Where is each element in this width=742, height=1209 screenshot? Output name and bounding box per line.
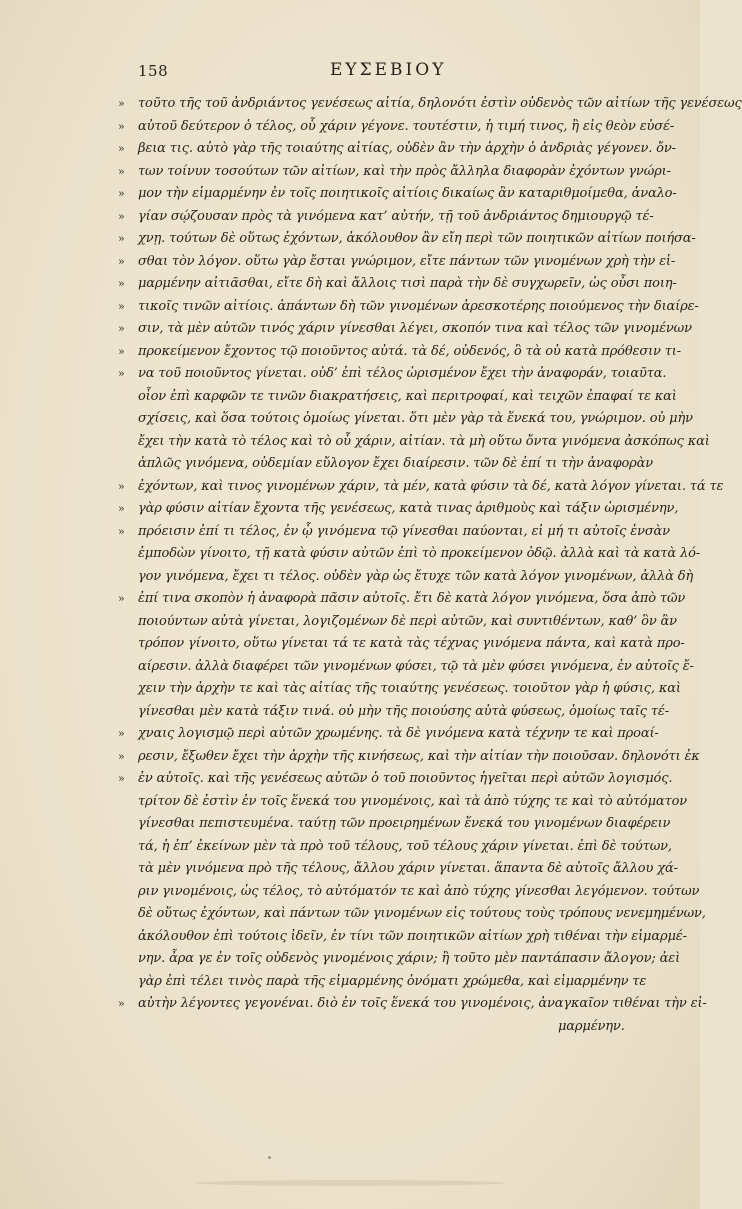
text-line <box>118 926 687 949</box>
text-line <box>118 341 682 364</box>
text-line <box>118 723 659 746</box>
text-line <box>118 318 692 341</box>
quotation-mark: » <box>118 187 125 200</box>
text-line <box>118 588 686 611</box>
quotation-mark: » <box>118 299 125 313</box>
text-line <box>118 476 724 499</box>
quotation-mark: » <box>118 524 125 538</box>
text-line <box>118 656 694 679</box>
quotation-mark: » <box>118 344 125 358</box>
line-text: ἐχόντων, καὶ τινος γινομένων χάριν, τὰ μέν, κατὰ φύσιν τὰ δέ, κατὰ λόγον γίνεται. τά τε <box>138 478 724 494</box>
line-text: τοῦτο τῆς τοῦ ἀνδριάντος γενέσεως αἰτία, δηλονότι ἐστὶν οὐδενὸς τῶν αἰτίων τῆς γενέσεως <box>138 96 742 111</box>
quotation-mark: » <box>118 367 125 380</box>
quotation-mark: » <box>118 254 125 268</box>
text-line <box>118 948 681 971</box>
line-text: γίνεσθαι μὲν κατὰ τάξιν τινά. οὐ μὴν τῆς ποιούσης αὐτὰ φύσεως, ὁμοίως ταῖς τέ- <box>138 703 669 719</box>
line-text: ριν γινομένοις, ὡς τέλος, τὸ αὐτόματόν τε καὶ ἀπὸ τύχης γίνεσθαι λεγόμενον. τούτων <box>138 883 700 899</box>
quotation-mark: » <box>118 479 125 493</box>
line-text: αὐτὴν λέγοντες γεγονέναι. διὸ ἐν τοῖς ἕνεκά του γινομένοις, ἀναγκαῖον τιθέναι τὴν εἱ- <box>138 996 707 1011</box>
quotation-mark: » <box>118 997 125 1010</box>
text-line <box>118 836 672 859</box>
text-line <box>118 273 677 296</box>
quotation-mark: » <box>118 97 125 110</box>
quotation-mark: » <box>118 727 125 740</box>
text-line <box>118 296 699 319</box>
ink-dot <box>268 1156 271 1159</box>
text-line <box>118 251 676 274</box>
line-text: ἀκόλουθον ἐπὶ τούτοις ἰδεῖν, ἐν τίνι τῶν ποιητικῶν αἰτίων χρὴ τιθέναι τὴν εἱμαρμέ- <box>138 928 687 944</box>
page-header <box>0 60 700 90</box>
line-text: γὰρ ἐπὶ τέλει τινὸς παρὰ τῆς εἱμαρμένης ὀνόματι χρώμεθα, καὶ εἱμαρμένην τε <box>138 973 647 989</box>
text-line <box>118 228 696 251</box>
text-line <box>118 206 654 229</box>
line-text: χναις λογισμῷ περὶ αὐτῶν χρωμένης. τὰ δὲ γινόμενα κατὰ τέχνην τε καὶ προαί- <box>138 726 659 741</box>
line-text: πρόεισιν ἐπί τι τέλος, ἐν ᾧ γινόμενα τῷ γίνεσθαι παύονται, εἰ μή τι αὐτοῖς ἐνσὰν <box>138 523 670 539</box>
line-text: σθαι τὸν λόγον. οὕτω γὰρ ἔσται γνώριμον, εἴτε πάντων τῶν γινομένων χρὴ τὴν εἱ- <box>138 253 676 269</box>
quotation-mark: » <box>118 119 125 133</box>
text-line <box>118 678 681 701</box>
line-text: χνῃ. τούτων δὲ οὕτως ἐχόντων, ἀκόλουθον ἂν εἴη περὶ τῶν ποιητικῶν αἰτίων ποιήσα- <box>138 231 696 246</box>
line-text: των τοίνυν τοσούτων τῶν αἰτίων, καὶ τὴν πρὸς ἄλληλα διαφορὰν ἐχόντων γνώρι- <box>138 163 671 179</box>
line-text: τά, ἡ ἐπ’ ἐκείνων μὲν τὰ πρὸ τοῦ τέλους, τοῦ τέλους χάριν γίνεται. ἐπὶ δὲ τούτων, <box>138 838 672 854</box>
quotation-mark: » <box>118 322 125 335</box>
text-line <box>118 138 676 161</box>
line-text: ἁπλῶς γινόμενα, οὐδεμίαν εὔλογον ἔχει διαίρεσιν. τῶν δὲ ἐπί τι τὴν ἀναφορὰν <box>138 456 654 471</box>
line-text: μαρμένην. <box>558 1018 625 1034</box>
text-line <box>118 386 677 409</box>
text-line <box>118 858 678 881</box>
quotation-mark: » <box>118 142 125 155</box>
text-line <box>118 791 687 814</box>
line-text: ποιούντων αὐτὰ γίνεται, λογιζομένων δὲ περὶ αὐτῶν, καὶ συντιθέντων, καθ’ ὃν ἂν <box>138 613 677 629</box>
quotation-mark: » <box>118 232 125 245</box>
text-line <box>118 903 706 926</box>
quotation-mark: » <box>118 592 125 605</box>
line-text: γον γινόμενα, ἔχει τι τέλος. οὐδὲν γὰρ ὡς ἔτυχε τῶν κατὰ λόγον γινομένων, ἀλλὰ δὴ <box>138 568 694 584</box>
quotation-mark: » <box>118 502 125 515</box>
text-line <box>118 363 667 386</box>
line-text: να τοῦ ποιοῦντος γίνεται. οὐδ’ ἐπὶ τέλος ὡρισμένον ἔχει τὴν ἀναφοράν, τοιαῦτα. <box>138 366 667 381</box>
text-line <box>118 971 647 994</box>
text-line <box>118 408 693 431</box>
line-text: χειν τὴν ἀρχὴν τε καὶ τὰς αἰτίας τῆς τοιαύτης γενέσεως. τοιοῦτον γὰρ ἡ φύσις, καὶ <box>138 681 681 696</box>
text-line <box>118 611 677 634</box>
quotation-mark: » <box>118 277 125 290</box>
text-line <box>118 1016 638 1039</box>
text-line <box>118 768 673 791</box>
text-line <box>118 453 654 476</box>
running-head: ΕΥΣΕΒΙΟΥ <box>330 60 447 80</box>
paper-stain <box>195 1180 505 1186</box>
line-text: ἐμποδὼν γίνοιτο, τῇ κατὰ φύσιν αὐτῶν ἐπὶ τὸ προκείμενον ὁδῷ. ἀλλὰ καὶ τὰ κατὰ λό- <box>138 546 701 561</box>
line-text: δὲ οὕτως ἐχόντων, καὶ πάντων τῶν γινομένων εἰς τούτους τοὺς τρόπους νενεμημένων, <box>138 906 706 921</box>
line-text: προκείμενον ἔχοντος τῷ ποιοῦντος αὐτά. τὰ δέ, οὐδενός, ὃ τὰ οὐ κατὰ πρόθεσιν τι- <box>138 343 682 359</box>
line-text: τὰ μὲν γινόμενα πρὸ τῆς τέλους, ἄλλου χάριν γίνεται. ἅπαντα δὲ αὐτοῖς ἄλλου χά- <box>138 861 678 876</box>
text-line <box>118 498 679 521</box>
line-text: βεια τις. αὐτὸ γὰρ τῆς τοιαύτης αἰτίας, οὐδὲν ἂν τὴν ἀρχὴν ὁ ἀνδριὰς γέγονεν. ὄν- <box>138 141 676 156</box>
line-text: τρόπον γίνοιτο, οὕτω γίνεται τά τε κατὰ τὰς τέχνας γινόμενα πάντα, καὶ κατὰ προ- <box>138 636 685 651</box>
line-text: σχίσεις, καὶ ὅσα τούτοις ὁμοίως γίνεται. ὅτι μὲν γὰρ τὰ ἕνεκά του, γνώριμον. οὐ μὴν <box>138 411 693 426</box>
line-text: αίρεσιν. ἀλλὰ διαφέρει τῶν γινομένων φύσει, τῷ τὰ μὲν φύσει γινόμενα, ἐν αὐτοῖς ἔ- <box>138 658 694 674</box>
line-text: τικοῖς τινῶν αἰτίοις. ἁπάντων δὴ τῶν γινομένων ἀρεσκοτέρης ποιούμενος τὴν διαίρε- <box>138 298 699 314</box>
text-line <box>118 93 742 116</box>
text-line <box>118 521 670 544</box>
text-line <box>118 183 677 206</box>
quotation-mark: » <box>118 772 125 785</box>
quotation-mark: » <box>118 749 125 763</box>
text-line <box>118 746 700 769</box>
line-text: ρεσιν, ἔξωθεν ἔχει τὴν ἀρχὴν τῆς κινήσεως, καὶ τὴν αἰτίαν τὴν ποιοῦσαν. δηλονότι ἐκ <box>138 748 700 764</box>
line-text: γίνεσθαι πεπιστευμένα. ταύτῃ τῶν προειρημένων ἕνεκά του γινομένων διαφέρειν <box>138 816 671 831</box>
text-line <box>118 633 685 656</box>
line-text: ἔχει τὴν κατὰ τὸ τέλος καὶ τὸ οὗ χάριν, αἰτίαν. τὰ μὴ οὕτω ὄντα γινόμενα ἀσκόπως καὶ <box>138 433 710 449</box>
text-line <box>118 431 710 454</box>
line-text: ἐν αὐτοῖς. καὶ τῆς γενέσεως αὐτῶν ὁ τοῦ ποιοῦντος ἡγεῖται περὶ αὐτῶν λογισμός. <box>138 771 673 786</box>
body-text <box>118 93 742 1038</box>
page-number: 158 <box>138 62 169 80</box>
text-line <box>118 161 671 184</box>
line-text: μαρμένην αἰτιᾶσθαι, εἴτε δὴ καὶ ἄλλοις τισὶ παρὰ τὴν δὲ συγχωρεῖν, ὡς οὖσι ποιη- <box>138 276 677 291</box>
text-line <box>118 566 694 589</box>
text-line <box>118 993 707 1016</box>
line-text: γίαν σῴζουσαν πρὸς τὰ γινόμενα κατ’ αὐτήν, τῇ τοῦ ἀνδριάντος δημιουργῷ τέ- <box>138 208 654 224</box>
line-text: οἷον ἐπὶ καρφῶν τε τινῶν διακρατήσεις, καὶ περιτροφαί, καὶ τειχῶν ἐπαφαί τε καὶ <box>138 388 677 404</box>
text-line <box>118 543 701 566</box>
text-line <box>118 116 675 139</box>
line-text: γὰρ φύσιν αἰτίαν ἔχοντα τῆς γενέσεως, κατὰ τινας ἀριθμοὺς καὶ τάξιν ὡρισμένην, <box>138 501 679 516</box>
text-line <box>118 813 671 836</box>
text-line <box>118 701 669 724</box>
line-text: ἐπί τινα σκοπὸν ἡ ἀναφορὰ πᾶσιν αὐτοῖς. ἔτι δὲ κατὰ λόγον γινόμενα, ὅσα ἀπὸ τῶν <box>138 591 686 606</box>
line-text: σιν, τὰ μὲν αὐτῶν τινός χάριν γίνεσθαι λέγει, σκοπόν τινα καὶ τέλος τῶν γινομένων <box>138 321 692 336</box>
quotation-mark: » <box>118 164 125 178</box>
line-text: τρίτον δὲ ἐστὶν ἐν τοῖς ἕνεκά του γινομένοις, καὶ τὰ ἀπὸ τύχης τε καὶ τὸ αὐτόματον <box>138 793 687 809</box>
line-text: αὐτοῦ δεύτερον ὁ τέλος, οὗ χάριν γέγονε. τουτέστιν, ἡ τιμή τινος, ἢ εἰς θεὸν εὐσέ- <box>138 118 675 134</box>
text-line <box>118 881 700 904</box>
line-text: νην. ἆρα γε ἐν τοῖς οὐδενὸς γινομένοις χάριν; ἢ τοῦτο μὲν παντάπασιν ἄλογον; ἀεὶ <box>138 951 681 966</box>
quotation-mark: » <box>118 209 125 223</box>
line-text: μον τὴν εἱμαρμένην ἐν τοῖς ποιητικοῖς αἰτίοις δικαίως ἂν καταριθμοίμεθα, ἀναλο- <box>138 186 677 201</box>
